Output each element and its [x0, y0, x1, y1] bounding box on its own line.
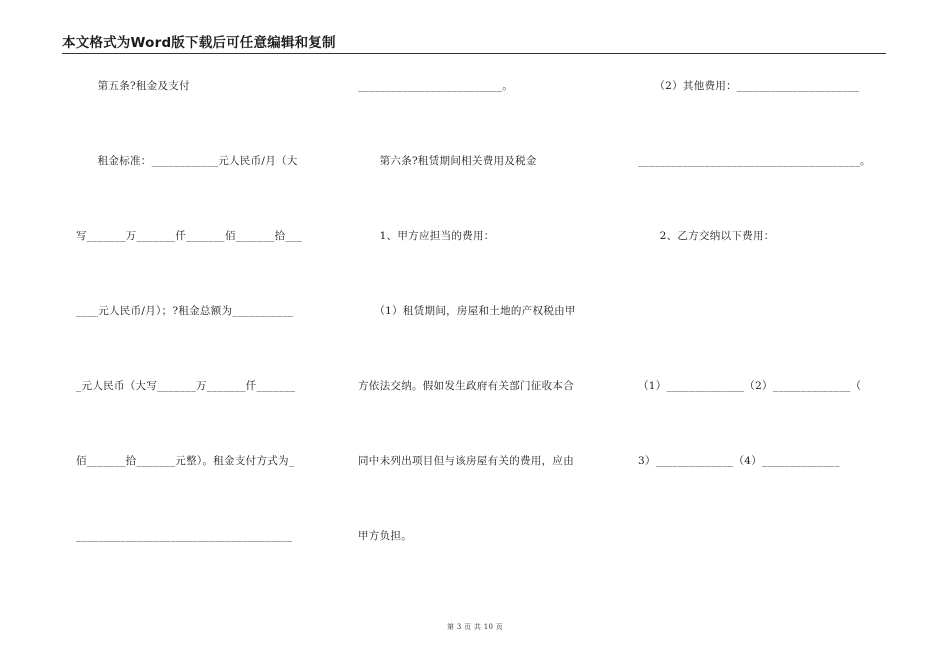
- text-line: 甲方负担。: [358, 530, 412, 542]
- text-line: （2）其他费用：______________________: [638, 80, 860, 92]
- middle-column: [358, 0, 608, 600]
- text-line: 佰_______拾_______元整）。租金支付方式为_: [76, 455, 295, 467]
- text-line: _______________________________________: [76, 530, 293, 542]
- page-number: 第 3 页 共 10 页: [446, 623, 504, 631]
- text-line: __________________________。: [358, 80, 514, 92]
- text-line: 第六条?租赁期间相关费用及税金: [358, 155, 537, 167]
- text-line: 同中未列出项目但与该房屋有关的费用，应由: [358, 455, 574, 467]
- text-line: 1、甲方应担当的费用：: [358, 230, 495, 242]
- text-line: 第五条?租金及支付: [76, 80, 190, 92]
- left-column: [76, 0, 324, 600]
- text-line: （1）租赁期间，房屋和土地的产权税由甲: [358, 305, 576, 317]
- text-line: _元人民币（大写_______万_______仟_______: [76, 380, 296, 392]
- text-line: 方依法交纳。假如发生政府有关部门征收本合: [358, 380, 574, 392]
- text-line: 2、乙方交纳以下费用：: [638, 230, 775, 242]
- text-line: （1）______________（2）______________（: [638, 380, 862, 392]
- text-line: ____元人民币/月）；?租金总额为___________: [76, 305, 294, 317]
- text-line: 写_______万_______仟_______佰_______拾___: [76, 230, 303, 242]
- text-line: 3）______________（4）______________: [638, 455, 840, 467]
- header-title: 本文格式为Word版下载后可任意编辑和复制: [62, 35, 336, 51]
- right-column: [638, 0, 888, 600]
- text-line: ________________________________________。: [638, 155, 871, 167]
- text-line: 租金标准：____________元人民币/月（大: [76, 155, 298, 167]
